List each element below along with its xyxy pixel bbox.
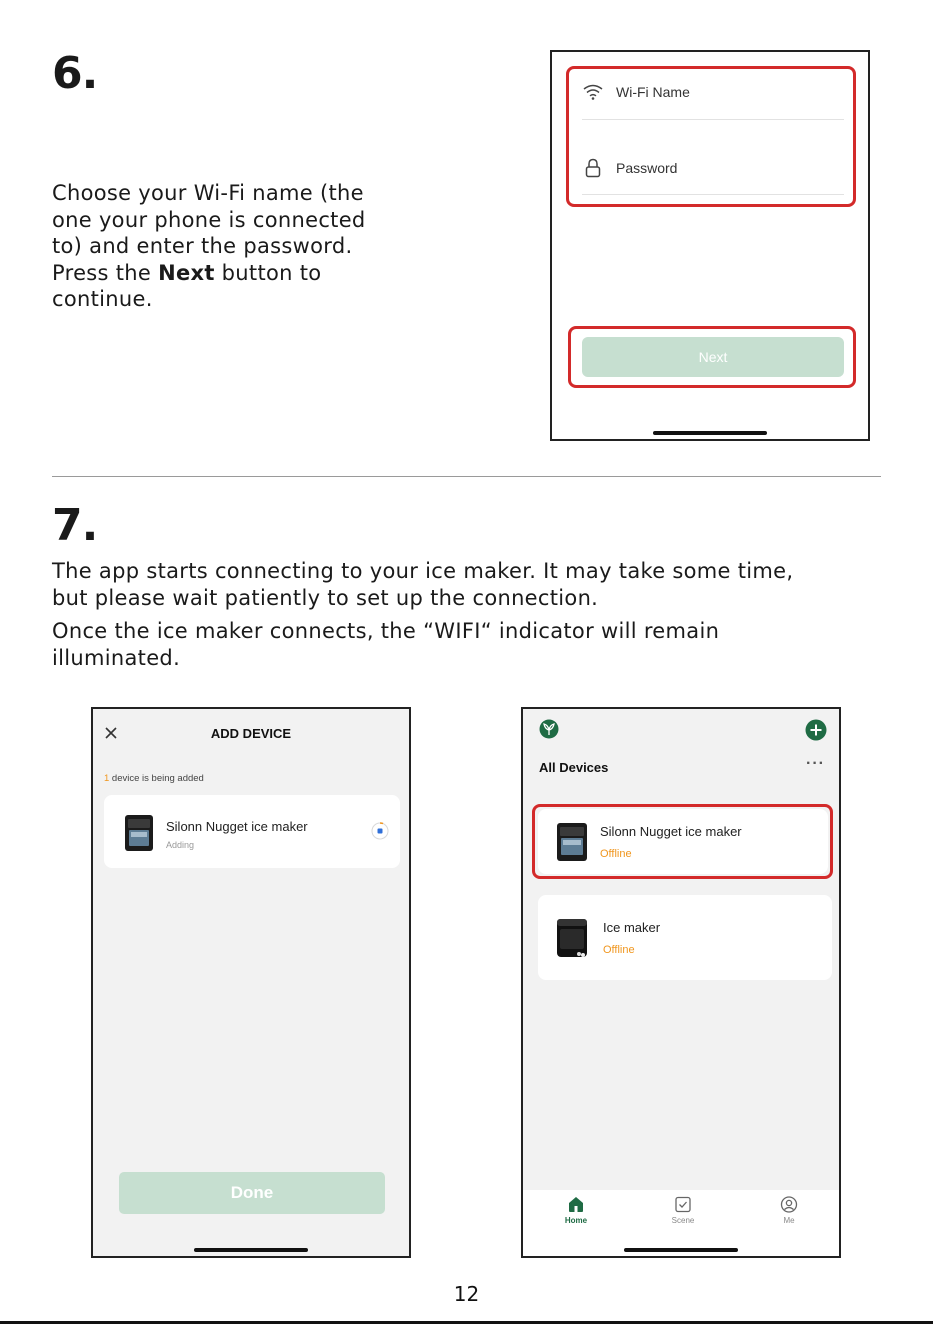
section-divider [52, 476, 881, 477]
step-6-line-4 [52, 260, 432, 287]
home-indicator [624, 1248, 738, 1252]
adding-device-card [104, 795, 400, 868]
scene-icon [674, 1196, 692, 1213]
step-7-p2-line-1: Once the ice maker connects, the “WIFI“ indicator will remain [52, 619, 720, 643]
done-button[interactable] [119, 1172, 385, 1214]
wifi-name-field[interactable] [582, 76, 856, 108]
wifi-phone-screen [550, 50, 870, 441]
loading-spinner-icon [371, 822, 389, 840]
next-emphasis: Next [158, 260, 215, 285]
page-number: 12 [453, 1282, 480, 1306]
lock-icon [582, 157, 604, 179]
nugget-ice-maker-image [122, 813, 156, 853]
password-underline [582, 194, 844, 195]
add-device-phone-screen [91, 707, 411, 1258]
wifi-icon [582, 81, 604, 103]
device-card-ice-maker[interactable] [538, 895, 832, 980]
add-device-plus-icon[interactable] [805, 719, 827, 741]
app-logo-icon [539, 719, 559, 739]
nugget-ice-maker-image [554, 821, 590, 863]
tab-me[interactable] [759, 1196, 819, 1225]
device-status-nugget: Offline [600, 848, 632, 860]
adding-status-text: device is being added [109, 773, 204, 784]
tab-home[interactable] [546, 1196, 606, 1225]
wifi-name-underline [582, 119, 844, 120]
step-6-line-5: continue. [52, 287, 153, 311]
step-7-paragraph-1 [52, 558, 912, 611]
home-indicator [194, 1248, 308, 1252]
step-6-line-2: one your phone is connected [52, 207, 366, 232]
device-name-nugget: Silonn Nugget ice maker [600, 824, 742, 839]
step-7-number: 7. [52, 500, 98, 551]
profile-icon [780, 1196, 798, 1213]
step-7-p1-line-1: The app starts connecting to your ice maker. It may take some time, [52, 559, 794, 583]
step-7-paragraph-2 [52, 618, 912, 671]
ice-maker-image [554, 915, 590, 961]
password-field[interactable] [582, 152, 856, 184]
adding-device-name: Silonn Nugget ice maker [166, 819, 308, 834]
line-4-pre: Press the [52, 260, 159, 285]
tab-scene-label: Scene [671, 1216, 695, 1225]
step-7-p1-line-2: but please wait patiently to set up the connection. [52, 585, 599, 610]
home-phone-screen [521, 707, 841, 1258]
adding-status [104, 773, 204, 784]
tab-scene[interactable] [653, 1196, 713, 1225]
device-status-ice-maker: Offline [603, 944, 635, 956]
step-6-line-1: Choose your Wi-Fi name (the [52, 181, 364, 205]
adding-device-status: Adding [166, 840, 195, 850]
done-label: Done [230, 1183, 274, 1202]
device-name-ice-maker: Ice maker [603, 920, 661, 935]
all-devices-title: All Devices [539, 760, 609, 775]
more-options-icon[interactable]: ··· [806, 755, 825, 772]
step-6-instructions [52, 180, 432, 313]
next-button[interactable]: Next [582, 337, 844, 377]
step-6-line-3: to) and enter the password. [52, 234, 353, 258]
home-icon [567, 1196, 585, 1213]
step-7-p2-line-2: illuminated. [52, 645, 181, 670]
bottom-tab-bar [523, 1190, 839, 1256]
step-6-number: 6. [52, 48, 98, 99]
device-card-nugget[interactable] [538, 809, 828, 874]
tab-home-label: Home [564, 1216, 588, 1225]
add-device-title: ADD DEVICE [210, 726, 292, 741]
password-placeholder: Password [616, 160, 678, 176]
line-4-post: button to [214, 260, 322, 285]
adding-count: 1 [104, 773, 110, 784]
tab-me-label: Me [783, 1216, 795, 1225]
home-indicator [653, 431, 767, 435]
wifi-name-placeholder: Wi-Fi Name [616, 84, 690, 100]
